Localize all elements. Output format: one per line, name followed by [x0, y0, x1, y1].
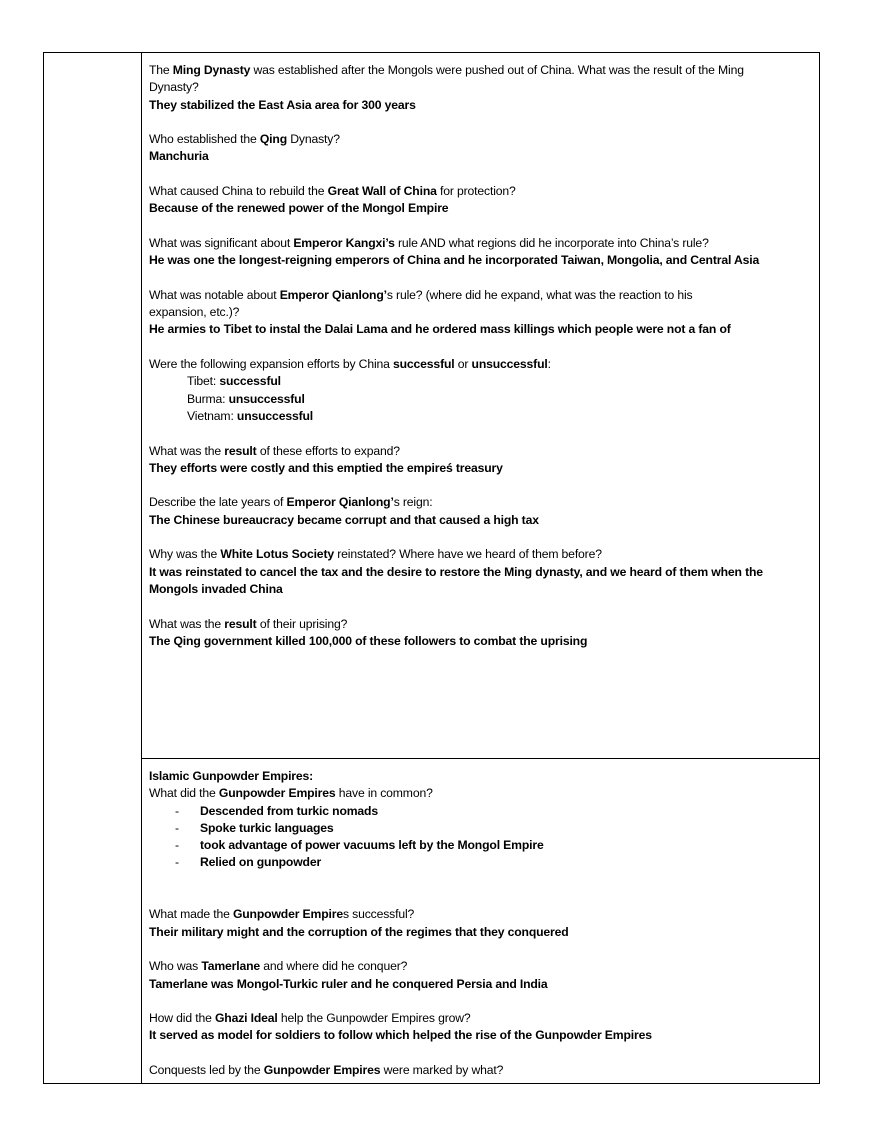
text-run: reinstated? Where have we heard of them before?	[333, 547, 602, 562]
bullet-dash: -	[175, 855, 179, 870]
text-run: Burma:	[187, 391, 229, 406]
text-run: of these efforts to expand?	[256, 443, 400, 458]
text-run: Tibet:	[187, 374, 220, 389]
bold-text: Ming Dynasty	[172, 63, 251, 77]
question-text	[149, 785, 815, 802]
text-run: What was the	[149, 616, 225, 631]
blank-line	[149, 1045, 815, 1062]
text-run: were marked by what?	[380, 1063, 504, 1078]
bold-text: Relied on gunpowder	[200, 855, 322, 870]
blank-line	[149, 114, 815, 131]
answer-text	[149, 200, 815, 217]
text-run: What made the	[149, 907, 233, 922]
bullet-dash: -	[175, 803, 179, 818]
bold-text: Tamerlane	[201, 959, 261, 974]
blank-line	[149, 339, 815, 356]
answer-text	[149, 633, 815, 650]
text-run: s rule? (where did he expand, what was the reaction to his expansion, etc.)?	[149, 287, 693, 320]
column-divider	[141, 53, 142, 1083]
text-run: What did the	[149, 786, 219, 801]
text-run: What was notable about	[149, 287, 280, 302]
row-divider	[141, 758, 819, 759]
text-run: of their uprising?	[256, 616, 348, 631]
text-run: s reign:	[393, 495, 433, 510]
bold-text: result	[224, 616, 257, 631]
bold-text: Tamerlane was Mongol-Turkic ruler and he conquered Persia and India	[149, 976, 548, 991]
bullet-dash: -	[175, 820, 179, 835]
bold-text: Ghazi Ideal	[214, 1011, 278, 1026]
bold-text: took advantage of power vacuums left by the Mongol Empire	[200, 838, 544, 853]
bullet-text	[200, 854, 321, 871]
question-text	[149, 235, 815, 252]
text-run: rule AND what regions did he incorporate into China’s rule?	[394, 235, 709, 250]
bullet-text	[200, 803, 378, 820]
bold-text: The Qing government killed 100,000 of these followers to combat the uprising	[149, 633, 588, 648]
answer-text	[149, 460, 815, 477]
text-run: :	[547, 357, 551, 372]
bold-text: result	[224, 443, 257, 458]
question-text	[149, 443, 815, 460]
question-text	[149, 131, 815, 148]
blank-line	[149, 477, 815, 494]
answer-text	[149, 252, 815, 269]
answer-text	[149, 97, 815, 114]
blank-line	[149, 993, 815, 1010]
text-run: or	[454, 357, 472, 372]
bold-text: Spoke turkic languages	[200, 820, 334, 835]
bold-text: He was one the longest-reigning emperors of China and he incorporated Taiwan, Mongolia, and Central Asia	[149, 253, 760, 268]
bold-text: unsuccessful	[471, 357, 548, 372]
bold-text: Their military might and the corruption of the regimes that they conquered	[149, 924, 569, 939]
answer-text	[149, 976, 815, 993]
blank-line	[149, 872, 815, 907]
bold-text: Gunpowder Empires	[263, 1063, 381, 1078]
bold-text: Manchuria	[149, 149, 209, 164]
question-text	[149, 546, 815, 563]
bold-text: Emperor Kangxi’s	[293, 235, 395, 250]
blank-line	[149, 270, 815, 287]
question-text	[149, 356, 815, 373]
bold-text: They efforts were costly and this emptied the empireś treasury	[149, 460, 503, 475]
bold-text: Great Wall of China	[327, 184, 437, 199]
bold-text: They stabilized the East Asia area for 300 years	[149, 97, 416, 112]
worksheet-table	[43, 52, 820, 1084]
bold-text: Emperor Qianlong’	[279, 287, 387, 302]
text-run: Vietnam:	[187, 408, 237, 423]
blank-line	[149, 166, 815, 183]
question-text	[149, 958, 815, 975]
bold-text: It was reinstated to cancel the tax and the desire to restore the Ming dynasty, and we heard of them when the Mongols invaded China	[149, 564, 763, 596]
answer-text	[149, 1027, 815, 1044]
question-text	[149, 616, 815, 633]
bold-text: successful	[393, 357, 455, 372]
ming-qing-dynasty-section	[149, 62, 815, 650]
text-run: Who established the	[149, 132, 260, 147]
expansion-result-line	[149, 408, 815, 425]
text-run: and where did he conquer?	[260, 959, 408, 974]
bold-text: Descended from turkic nomads	[200, 803, 378, 818]
bold-text: Emperor Qianlong’	[286, 495, 394, 510]
answer-text	[149, 924, 815, 941]
bold-text: It served as model for soldiers to follow which helped the rise of the Gunpowder Empires	[149, 1028, 652, 1043]
question-text	[149, 62, 815, 97]
text-run: What was significant about	[149, 235, 294, 250]
blank-line	[149, 218, 815, 235]
text-run: help the Gunpowder Empires grow?	[277, 1011, 471, 1026]
expansion-result-line	[149, 391, 815, 408]
question-text	[149, 183, 815, 200]
blank-line	[149, 425, 815, 442]
bold-text: Islamic Gunpowder Empires:	[149, 769, 314, 783]
text-run: Who was	[149, 959, 202, 974]
text-run: Conquests led by the	[149, 1063, 264, 1078]
bold-text: The Chinese bureaucracy became corrupt and that caused a high tax	[149, 512, 539, 527]
bullet-text	[200, 837, 544, 854]
bullet-text	[200, 820, 334, 837]
text-run: have in common?	[335, 786, 433, 801]
answer-text	[149, 148, 815, 165]
bold-text: Gunpowder Empire	[232, 907, 343, 922]
question-text	[149, 1010, 815, 1027]
question-text	[149, 906, 815, 923]
bold-text: unsuccessful	[236, 408, 314, 423]
text-run: for protection?	[436, 184, 516, 199]
bold-text: successful	[219, 374, 281, 389]
text-run: was established after the Mongols were pushed out of China. What was the result of the Ming Dynasty?	[149, 63, 744, 95]
text-run: What caused China to rebuild the	[149, 184, 328, 199]
text-run: What was the	[149, 443, 225, 458]
answer-text	[149, 321, 815, 338]
blank-line	[149, 598, 815, 615]
answer-text	[149, 564, 815, 599]
text-run: Dynasty?	[286, 132, 340, 147]
bold-text: White Lotus Society	[220, 547, 334, 562]
gunpowder-empires-section	[149, 768, 815, 1079]
bold-text: unsuccessful	[228, 391, 305, 406]
text-run: The	[149, 63, 173, 77]
expansion-result-line	[149, 373, 815, 390]
answer-text	[149, 768, 815, 785]
text-run: Why was the	[149, 547, 221, 562]
blank-line	[149, 529, 815, 546]
bullet-item	[149, 854, 815, 871]
text-run: Were the following expansion efforts by China	[149, 357, 393, 372]
text-run: How did the	[149, 1011, 215, 1026]
question-text	[149, 1062, 815, 1079]
bullet-dash: -	[175, 838, 179, 853]
bullet-item	[149, 803, 815, 820]
question-text	[149, 494, 815, 511]
bold-text: Gunpowder Empires	[218, 786, 336, 801]
text-run: Describe the late years of	[149, 495, 287, 510]
bullet-item	[149, 837, 815, 854]
text-run: s successful?	[342, 907, 415, 922]
answer-text	[149, 512, 815, 529]
blank-line	[149, 941, 815, 958]
bold-text: Qing	[259, 132, 287, 147]
question-text	[149, 287, 815, 322]
bullet-item	[149, 820, 815, 837]
bold-text: Because of the renewed power of the Mongol Empire	[149, 201, 449, 216]
bold-text: He armies to Tibet to instal the Dalai Lama and he ordered mass killings which people were not a fan of	[149, 322, 731, 337]
